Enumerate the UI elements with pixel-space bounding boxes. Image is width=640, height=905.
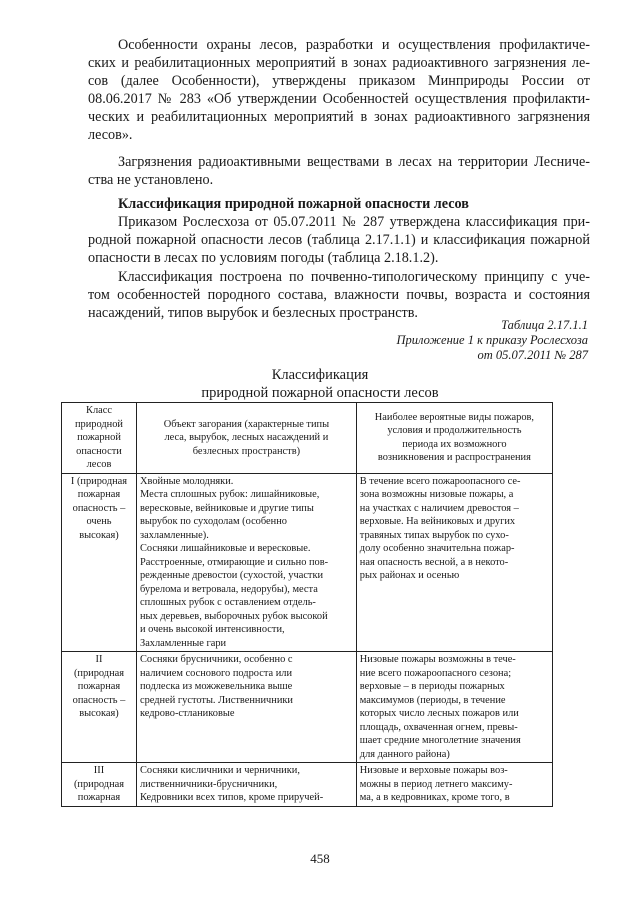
cell-text-line: В течение всего пожароопасного се- — [359, 475, 521, 487]
cell-text-line: бурелома и ветровала, недорубы), места — [139, 583, 318, 595]
cell-text-line: Захламленные гари — [139, 637, 227, 649]
cell-text-line: средней густоты. Лиственничники — [139, 694, 293, 706]
cell-text-line: Расстроенные, отмирающие и сильно пов- — [139, 556, 329, 568]
paragraph-classification-principle — [88, 268, 590, 322]
header-object — [136, 403, 356, 474]
cell-text-line: пожарная — [77, 792, 121, 803]
cell-object — [136, 763, 356, 807]
text-line: Загрязнения радиоактивными веществами в лесах на территории Лесниче- — [118, 154, 590, 170]
table-row — [62, 652, 553, 763]
cell-text-line: Класс — [86, 405, 112, 416]
heading-text: Классификация природной пожарной опасности лесов — [118, 196, 469, 212]
cell-text-line: Наиболее вероятные виды пожаров, — [374, 411, 535, 423]
text-line: ства не установлено. — [88, 172, 214, 189]
cell-class — [62, 652, 137, 763]
text-line: опасности в лесах по условиям погоды (таблица 2.18.1.2). — [88, 250, 439, 267]
cell-text-line: Низовые пожары возможны в тече- — [359, 654, 516, 665]
cell-text-line: Хвойные молодняки. — [139, 475, 234, 487]
text-line: ских и реабилитационных мероприятий в зонах радиоактивного загрязнения ле- — [88, 55, 590, 72]
cell-text-line: леса, вырубок, лесных насаждений и — [164, 432, 329, 443]
paragraph-no-contamination — [88, 153, 590, 189]
cell-text-line: высокая) — [79, 529, 119, 541]
cell-text-line: периода их возможного — [402, 438, 507, 450]
cell-text-line: и очень высокой интенсивности, — [139, 624, 285, 635]
cell-text-line: Места сплошных рубок: лишайниковые, — [139, 489, 320, 500]
cell-text-line: природной — [74, 418, 123, 430]
table-header-row — [62, 403, 553, 474]
cell-text-line: наличием соснового подроста или — [139, 667, 293, 679]
cell-text-line: травяных типах вырубок по сухо- — [359, 529, 509, 541]
cell-text-line: шает средние многолетние значения — [359, 735, 521, 746]
cell-text-line: пожарная — [77, 681, 121, 692]
caption-appendix: Приложение 1 к приказу Рослесхоза — [396, 333, 588, 347]
cell-text-line: II — [95, 654, 103, 665]
cell-text-line: которых число лесных пожаров или — [359, 708, 519, 719]
cell-object — [136, 652, 356, 763]
cell-text-line: (природная — [73, 778, 125, 790]
cell-text-line: Сосняки кисличники и черничники, — [139, 765, 300, 776]
text-line: лесов». — [88, 127, 133, 144]
cell-text-line: вырубок по суходолам (особенно — [139, 516, 287, 527]
cell-text-line: для данного района) — [359, 748, 450, 760]
cell-text-line: опасность – — [72, 502, 126, 514]
cell-text-line: лесов — [86, 459, 112, 470]
cell-class — [62, 473, 137, 652]
text-line: том особенностей породного состава, влажности почвы, возраста и состояния — [88, 287, 590, 304]
cell-text-line: Сосняки брусничники, особенно с — [139, 654, 293, 665]
header-class — [62, 403, 137, 474]
section-heading — [88, 195, 590, 213]
paragraph-radioactive-features — [88, 36, 590, 145]
cell-text-line: очень — [86, 516, 112, 527]
cell-text-line: кедрово-стланиковые — [139, 708, 235, 719]
fire-hazard-table — [61, 402, 553, 807]
cell-text-line: ние всего пожароопасного сезона; — [359, 667, 512, 679]
cell-text-line: III — [93, 765, 105, 776]
cell-text-line: подлеска из можжевельника выше — [139, 681, 293, 692]
cell-text-line: можны в период летнего максиму- — [359, 778, 513, 790]
text-line: родной пожарной опасности лесов (таблица 2.17.1.1) и классификация пожарной — [88, 232, 590, 249]
cell-class — [62, 763, 137, 807]
caption-order: от 05.07.2011 № 287 — [477, 348, 588, 362]
cell-text-line: максимумов (периоды, в течение — [359, 694, 506, 706]
table-title-line: Классификация — [271, 367, 369, 383]
cell-text-line: верховые – в периоды пожарных — [359, 681, 505, 692]
cell-text-line: I (природная — [70, 475, 128, 487]
cell-text-line: захламленные). — [139, 529, 209, 541]
cell-text-line: опасность – — [72, 694, 126, 706]
cell-text-line: (природная — [73, 667, 125, 679]
text-line: сов (далее Особенности), утверждены приказом Минприроды России от — [88, 73, 590, 90]
cell-text-line: Низовые и верховые пожары воз- — [359, 765, 508, 776]
header-fires — [356, 403, 552, 474]
cell-text-line: режденные древостои (сухостой, участки — [139, 570, 324, 581]
cell-text-line: ма, а в кедровниках, кроме того, в — [359, 792, 510, 803]
table-title — [0, 366, 640, 402]
cell-text-line: пожарной — [77, 432, 121, 443]
cell-text-line: вересковые, вейниковые и другие типы — [139, 502, 314, 514]
cell-text-line: долу особенно значительна пожар- — [359, 543, 515, 554]
text-line: Особенности охраны лесов, разработки и осуществления профилактиче- — [118, 37, 590, 53]
cell-text-line: лиственничники-брусничники, — [139, 778, 278, 790]
cell-text-line: безлесных пространств) — [192, 445, 301, 457]
cell-text-line: пожарная — [77, 489, 121, 500]
text-line: Приказом Рослесхоза от 05.07.2011 № 287 утверждена классификация при- — [118, 214, 590, 230]
cell-text-line: ная опасность весной, а в некото- — [359, 556, 509, 568]
cell-text-line: сплошных рубок с оставлением отдель- — [139, 597, 316, 608]
table-row — [62, 473, 553, 652]
cell-text-line: рых районах и осенью — [359, 570, 460, 581]
cell-text-line: верховые. На вейниковых и других — [359, 516, 516, 527]
cell-text-line: Сосняки лишайниковые и вересковые. — [139, 543, 311, 554]
table-title-line: природной пожарной опасности лесов — [201, 385, 439, 401]
caption-table-number: Таблица 2.17.1.1 — [501, 318, 588, 332]
cell-text-line: высокая) — [79, 708, 119, 719]
cell-fires — [356, 652, 552, 763]
paragraph-classification-order — [88, 213, 590, 267]
cell-text-line: на участках с наличием древостоя – — [359, 502, 519, 514]
cell-fires — [356, 473, 552, 652]
text-line: 08.06.2017 № 283 «Об утверждении Особенностей осуществления профилакти- — [88, 91, 590, 108]
text-line: насаждений, типов вырубок и безлесных пространств. — [88, 305, 418, 322]
cell-text-line: возникновения и распространения — [377, 452, 531, 464]
cell-text-line: Кедровники всех типов, кроме приручей- — [139, 792, 324, 803]
text-line: ческих и реабилитационных мероприятий в зонах радиоактивного загрязнения — [88, 109, 590, 126]
cell-text-line: зона возможны низовые пожары, а — [359, 489, 514, 500]
cell-text-line: условия и продолжительность — [387, 425, 522, 437]
cell-text-line: площадь, охваченная огнем, превы- — [359, 721, 518, 733]
table-caption — [396, 318, 588, 363]
page-number: 458 — [310, 851, 330, 866]
cell-text-line: Объект загорания (характерные типы — [163, 418, 330, 430]
cell-fires — [356, 763, 552, 807]
table-row — [62, 763, 553, 807]
cell-object — [136, 473, 356, 652]
text-line: Классификация построена по почвенно-типологическому принципу с уче- — [118, 269, 590, 285]
cell-text-line: опасности — [76, 445, 122, 457]
cell-text-line: ных деревьев, выборочных рубок высокой — [139, 610, 328, 622]
